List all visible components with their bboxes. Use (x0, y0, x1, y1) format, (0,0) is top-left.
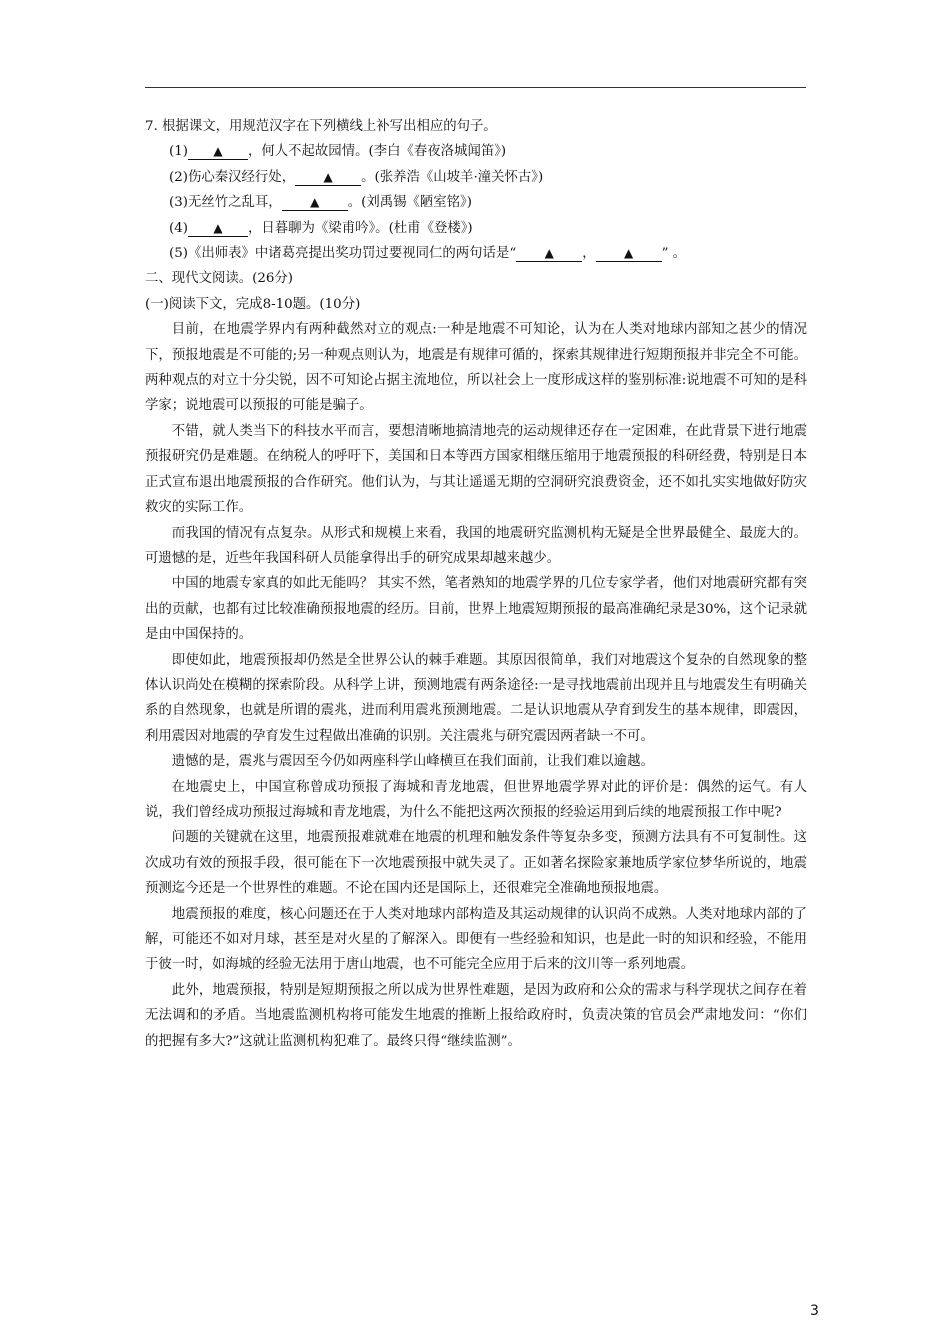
question-7-item-3: (3)无丝竹之乱耳， ▲ 。(刘禹锡《陋室铭》) (169, 195, 472, 211)
passage-paragraph: 地震预报的难度，核心问题还在于人类对地球内部构造及其运动规律的认识尚不成熟。人类对地球内部的了解，可能还不如对月球，甚至是对火星的了解深入。即便有一些经验和知识，也是此一时的知识和经验，不能用于彼一时，如海城的经验无法用于唐山地震，也不可能完全应用于后来的汶川等一系列地震。 (145, 906, 807, 973)
question-7-item-2: (2)伤心秦汉经行处， ▲ 。(张养浩《山坡羊·潼关怀古》) (169, 169, 544, 185)
page-number: 3 (810, 1303, 819, 1319)
passage-paragraph: 在地震史上，中国宣称曾成功预报了海城和青龙地震，但世界地震学界对此的评价是：偶然的运气。有人说，我们曾经成功预报过海城和青龙地震，为什么不能把这两次预报的经验运用到后续的地震预报工作中呢? (145, 779, 807, 820)
question-7-item-4: (4) ▲ ，日暮聊为《梁甫吟》。(杜甫《登楼》) (169, 220, 473, 236)
passage-paragraph: 即使如此，地震预报却仍然是全世界公认的棘手难题。其原因很简单，我们对地震这个复杂的自然现象的整体认识尚处在模糊的探索阶段。从科学上讲，预测地震有两条途径:一是寻找地震前出现并且与地震发生有明确关系的自然现象，也就是所谓的震兆，进而利用震兆预测地震。二是认识地震从孕育到发生的基本规律，即震因，利用震因对地震的孕育发生过程做出准确的识别。关注震兆与研究震因两者缺一不可。 (145, 652, 807, 744)
question-7-stem: 7. 根据课文，用规范汉字在下列横线上补写出相应的句子。 (145, 119, 497, 134)
answer-blank[interactable]: ▲ (596, 245, 662, 262)
passage-paragraph: 问题的关键就在这里，地震预报难就难在地震的机理和触发条件等复杂多变，预测方法具有不可复制性。这次成功有效的预报手段，很可能在下一次地震预报中就失灵了。正如著名探险家兼地质学家位梦华所说的，地震预测迄今还是一个世界性的难题。不论在国内还是国际上，还很难完全准确地预报地震。 (145, 830, 807, 897)
passage-paragraph: 此外，地震预报，特别是短期预报之所以成为世界性难题，是因为政府和公众的需求与科学现状之间存在着无法调和的矛盾。当地震监测机构将可能发生地震的推断上报给政府时，负责决策的官员会严肃地发问：“你们的把握有多大?”这就让监测机构犯难了。最终只得“继续监测”。 (145, 982, 807, 1049)
passage-paragraph: 中国的地震专家真的如此无能吗？ 其实不然，笔者熟知的地震学界的几位专家学者，他们对地震研究都有突出的贡献，也都有过比较准确预报地震的经历。目前，世界上地震短期预报的最高准确纪录是30%，这个记录就是由中国保持的。 (145, 576, 807, 643)
passage-paragraph: 目前，在地震学界内有两种截然对立的观点:一种是地震不可知论，认为在人类对地球内部知之甚少的情况下，预报地震是不可能的;另一种观点则认为，地震是有规律可循的，探索其规律进行短期预报并非完全不可能。两种观点的对立十分尖锐，因不可知论占据主流地位，所以社会上一度形成这样的鉴别标准:说地震不可知的是科学家；说地震可以预报的可能是骗子。 (145, 322, 807, 414)
section-2-subtitle: (一)阅读下文，完成8-10题。(10分) (145, 296, 361, 312)
header-rule (145, 87, 806, 88)
passage-paragraph: 而我国的情况有点复杂。从形式和规模上来看，我国的地震研究监测机构无疑是全世界最健全、最庞大的。可遗憾的是，近些年我国科研人员能拿得出手的研究成果却越来越少。 (145, 525, 807, 566)
answer-blank[interactable]: ▲ (516, 245, 582, 262)
question-7-item-1: (1) ▲ ，何人不起故园情。(李白《春夜洛城闻笛》) (169, 144, 507, 160)
answer-blank[interactable]: ▲ (282, 194, 348, 211)
question-7-item-5: (5)《出师表》中诸葛亮提出奖功罚过要视同仁的两句话是“ ▲ ， ▲ ” 。 (169, 246, 687, 262)
passage-paragraph: 遗憾的是，震兆与震因至今仍如两座科学山峰横亘在我们面前，让我们难以逾越。 (171, 754, 654, 770)
page-content (145, 114, 807, 1054)
section-2-title: 二、现代文阅读。(26分) (145, 271, 294, 287)
answer-blank[interactable]: ▲ (295, 169, 361, 186)
answer-blank[interactable]: ▲ (188, 220, 248, 237)
answer-blank[interactable]: ▲ (188, 143, 248, 160)
passage-paragraph: 不错，就人类当下的科技水平而言，要想清晰地搞清地壳的运动规律还存在一定困难，在此背景下进行地震预报研究仍是难题。在纳税人的呼吁下，美国和日本等西方国家相继压缩用于地震预报的科研经费，特别是日本正式宣布退出地震预报的合作研究。他们认为，与其让遥遥无期的空洞研究浪费资金，还不如扎实实地做好防灾救灾的实际工作。 (145, 423, 807, 516)
